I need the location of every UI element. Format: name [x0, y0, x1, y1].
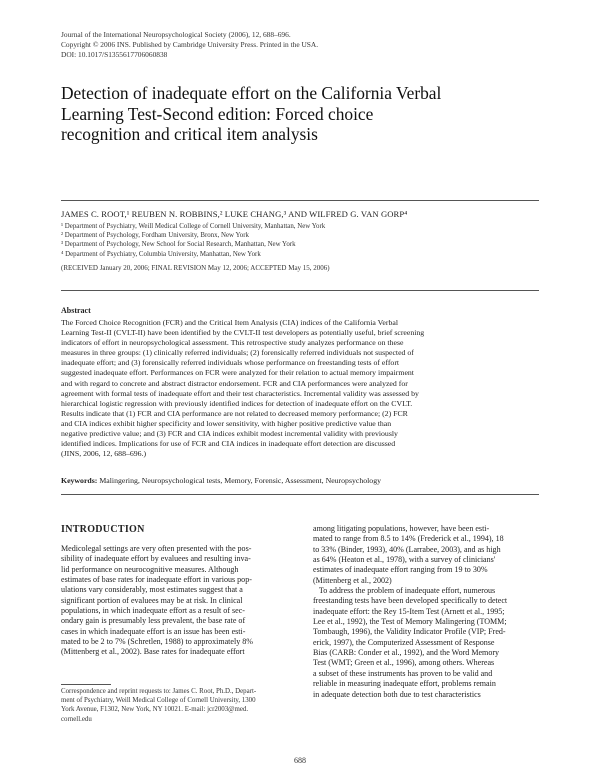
- affiliation: ² Department of Psychology, Fordham University, Bronx, New York: [61, 232, 249, 240]
- correspondence-footnote: [61, 687, 297, 724]
- keywords-text: Malingering, Neuropsychological tests, Memory, Forensic, Assessment, Neuropsychology: [99, 476, 381, 485]
- body-line: mated to range from 8.5 to 14% (Frederick et al., 1994), 18: [313, 534, 504, 544]
- body-line: ulations vary considerably, most estimates suggest that a: [61, 585, 243, 595]
- left-column: [61, 544, 297, 658]
- body-line: as 64% (Heaton et al., 1978), with a survey of clinicians': [313, 555, 496, 565]
- body-line: Tombaugh, 1996), the Validity Indicator Profile (VIP; Fred-: [313, 627, 506, 637]
- journal-citation: Journal of the International Neuropsychological Society (2006), 12, 688–696.: [61, 30, 291, 39]
- affiliation: ⁴ Department of Psychiatry, Columbia University, Manhattan, New York: [61, 250, 261, 258]
- footnote-line: York Avenue, F1302, New York, NY 10021. E-mail: jcr2003@med.: [61, 706, 249, 714]
- title-line-2: Learning Test-Second edition: Forced choice: [61, 103, 374, 124]
- abstract-heading: Abstract: [61, 306, 91, 315]
- body-line: freestanding tests have been developed specifically to detect: [313, 596, 508, 606]
- page-number: 688: [294, 756, 306, 765]
- abstract-line: hierarchical logistic regression with previously identified indices for detection of inadequate effort on the CVLT.: [61, 398, 413, 408]
- affiliations: [61, 222, 541, 259]
- journal-copyright: Copyright © 2006 INS. Published by Cambridge University Press. Printed in the USA.: [61, 40, 319, 49]
- author-list: JAMES C. ROOT,¹ REUBEN N. ROBBINS,² LUKE CHANG,³ AND WILFRED G. VAN GORP⁴: [61, 209, 408, 219]
- journal-doi: DOI: 10.1017/S1355617706060838: [61, 50, 168, 59]
- abstract-line: The Forced Choice Recognition (FCR) and the Critical Item Analysis (CIA) indices of the California Verbal: [61, 318, 398, 327]
- body-line: sibility of inadequate effort by evaluees and resulting inva-: [61, 554, 251, 564]
- affiliation: ¹ Department of Psychiatry, Weill Medical College of Cornell University, Manhattan, New York: [61, 223, 326, 230]
- affiliation: ³ Department of Psychology, New School for Social Research, Manhattan, New York: [61, 241, 296, 249]
- body-line: reliable in measuring inadequate effort, problems remain: [313, 679, 496, 689]
- body-line: Test (WMT; Green et al., 1996), among others. Whereas: [313, 658, 495, 668]
- body-line: populations, in which inadequate effort as a result of sec-: [61, 606, 245, 616]
- abstract-line: Results indicate that (1) FCR and CIA performance are not related to decreased memory performance; (2) FCR: [61, 408, 408, 418]
- body-line: Medicolegal settings are very often presented with the pos-: [61, 544, 252, 553]
- body-line: lid performance on neurocognitive measures. Although: [61, 564, 239, 574]
- abstract-line: Learning Test-II (CVLT-II) have been identified by the CVLT-II test developers as potentially useful, brief screening: [61, 328, 425, 338]
- keywords-divider: [61, 494, 539, 495]
- body-line: estimates of base rates for inadequate effort in various pop-: [61, 575, 252, 585]
- abstract-divider: [61, 290, 539, 291]
- body-line: estimates of inadequate effort ranging from 19 to 30%: [313, 565, 488, 575]
- body-line: in adequate detection both due to test characteristics: [313, 689, 481, 699]
- abstract-line: indicators of effort in neuropsychological assessment. This retrospective study analyzes performance on these: [61, 338, 404, 348]
- body-line: Bias (CARB: Conder et al., 1992), and the Word Memory: [313, 648, 500, 658]
- keywords-label: Keywords:: [61, 476, 98, 485]
- keywords: [61, 476, 539, 485]
- abstract-line: identified indices. Implications for use of FCR and CIA indices in inadequate effort detection are discussed: [61, 439, 396, 449]
- abstract-line: and with regard to concrete and abstract distractor endorsement. FCR and CIA performances were analyzed for: [61, 378, 408, 388]
- body-line: cases in which inadequate effort is an issue has been esti-: [61, 626, 246, 636]
- body-line: (Mittenberg et al., 2002): [313, 575, 392, 585]
- paper-title: [61, 83, 531, 145]
- body-line: a subset of these instruments has proven to be valid and: [313, 668, 493, 678]
- body-line: mated to be 2 to 7% (Schretlen, 1988) to approximately 8%: [61, 637, 253, 647]
- right-column: [313, 524, 553, 700]
- body-line: (Mittenberg et al., 2002). Base rates for inadequate effort: [61, 647, 245, 657]
- title-divider: [61, 200, 539, 201]
- body-line: inadequate effort: the Rey 15-Item Test (Arnett et al., 1995;: [313, 606, 505, 616]
- section-heading-introduction: INTRODUCTION: [61, 524, 145, 535]
- body-line: ondary gain is presumably less prevalent, the base rate of: [61, 616, 246, 626]
- abstract-body: [61, 318, 539, 459]
- abstract-line: suggested inadequate effort. Performances on FCR were analyzed for their relation to actual memory impairment: [61, 368, 414, 378]
- title-line-1: Detection of inadequate effort on the California Verbal: [61, 83, 442, 103]
- body-line: among litigating populations, however, have been esti-: [313, 524, 490, 533]
- abstract-line: agreement with formal tests of inadequate effort and their test characteristics. Incremental validity was assessed by: [61, 388, 419, 398]
- abstract-line: negative predictive value; and (3) FCR and CIA indices exhibit modest incremental validity with previously: [61, 429, 398, 439]
- footnote-line: Correspondence and reprint requests to: James C. Root, Ph.D., Depart-: [61, 688, 257, 695]
- received-dates: (RECEIVED January 20, 2006; FINAL REVISION May 12, 2006; ACCEPTED May 15, 2006): [61, 264, 330, 272]
- body-line: Lee et al., 1992), the Test of Memory Malingering (TOMM;: [313, 617, 507, 627]
- body-line: to 33% (Binder, 1993), 40% (Larrabee, 2003), and as high: [313, 544, 501, 554]
- abstract-line: measures in three groups: (1) clinically referred individuals; (2) forensically referred individuals not suspected of: [61, 348, 414, 358]
- title-line-3: recognition and critical item analysis: [61, 124, 318, 144]
- footnote-divider: [61, 684, 111, 685]
- footnote-line: cornell.edu: [61, 715, 92, 723]
- abstract-line: (JINS, 2006, 12, 688–696.): [61, 449, 147, 459]
- footnote-line: ment of Psychiatry, Weill Medical College of Cornell University, 1300: [61, 697, 256, 705]
- journal-header: [61, 30, 541, 60]
- abstract-line: inadequate effort; and (3) forensically referred individuals whose performance on freestanding tests of effort: [61, 358, 400, 368]
- abstract-line: and CIA indices exhibit higher specificity and lower sensitivity, with higher positive predictive value than: [61, 418, 392, 428]
- body-line: erick, 1997), the Computerized Assessment of Response: [313, 637, 495, 647]
- body-line: To address the problem of inadequate effort, numerous: [313, 586, 496, 596]
- body-line: significant portion of evaluees may be at risk. In clinical: [61, 595, 243, 605]
